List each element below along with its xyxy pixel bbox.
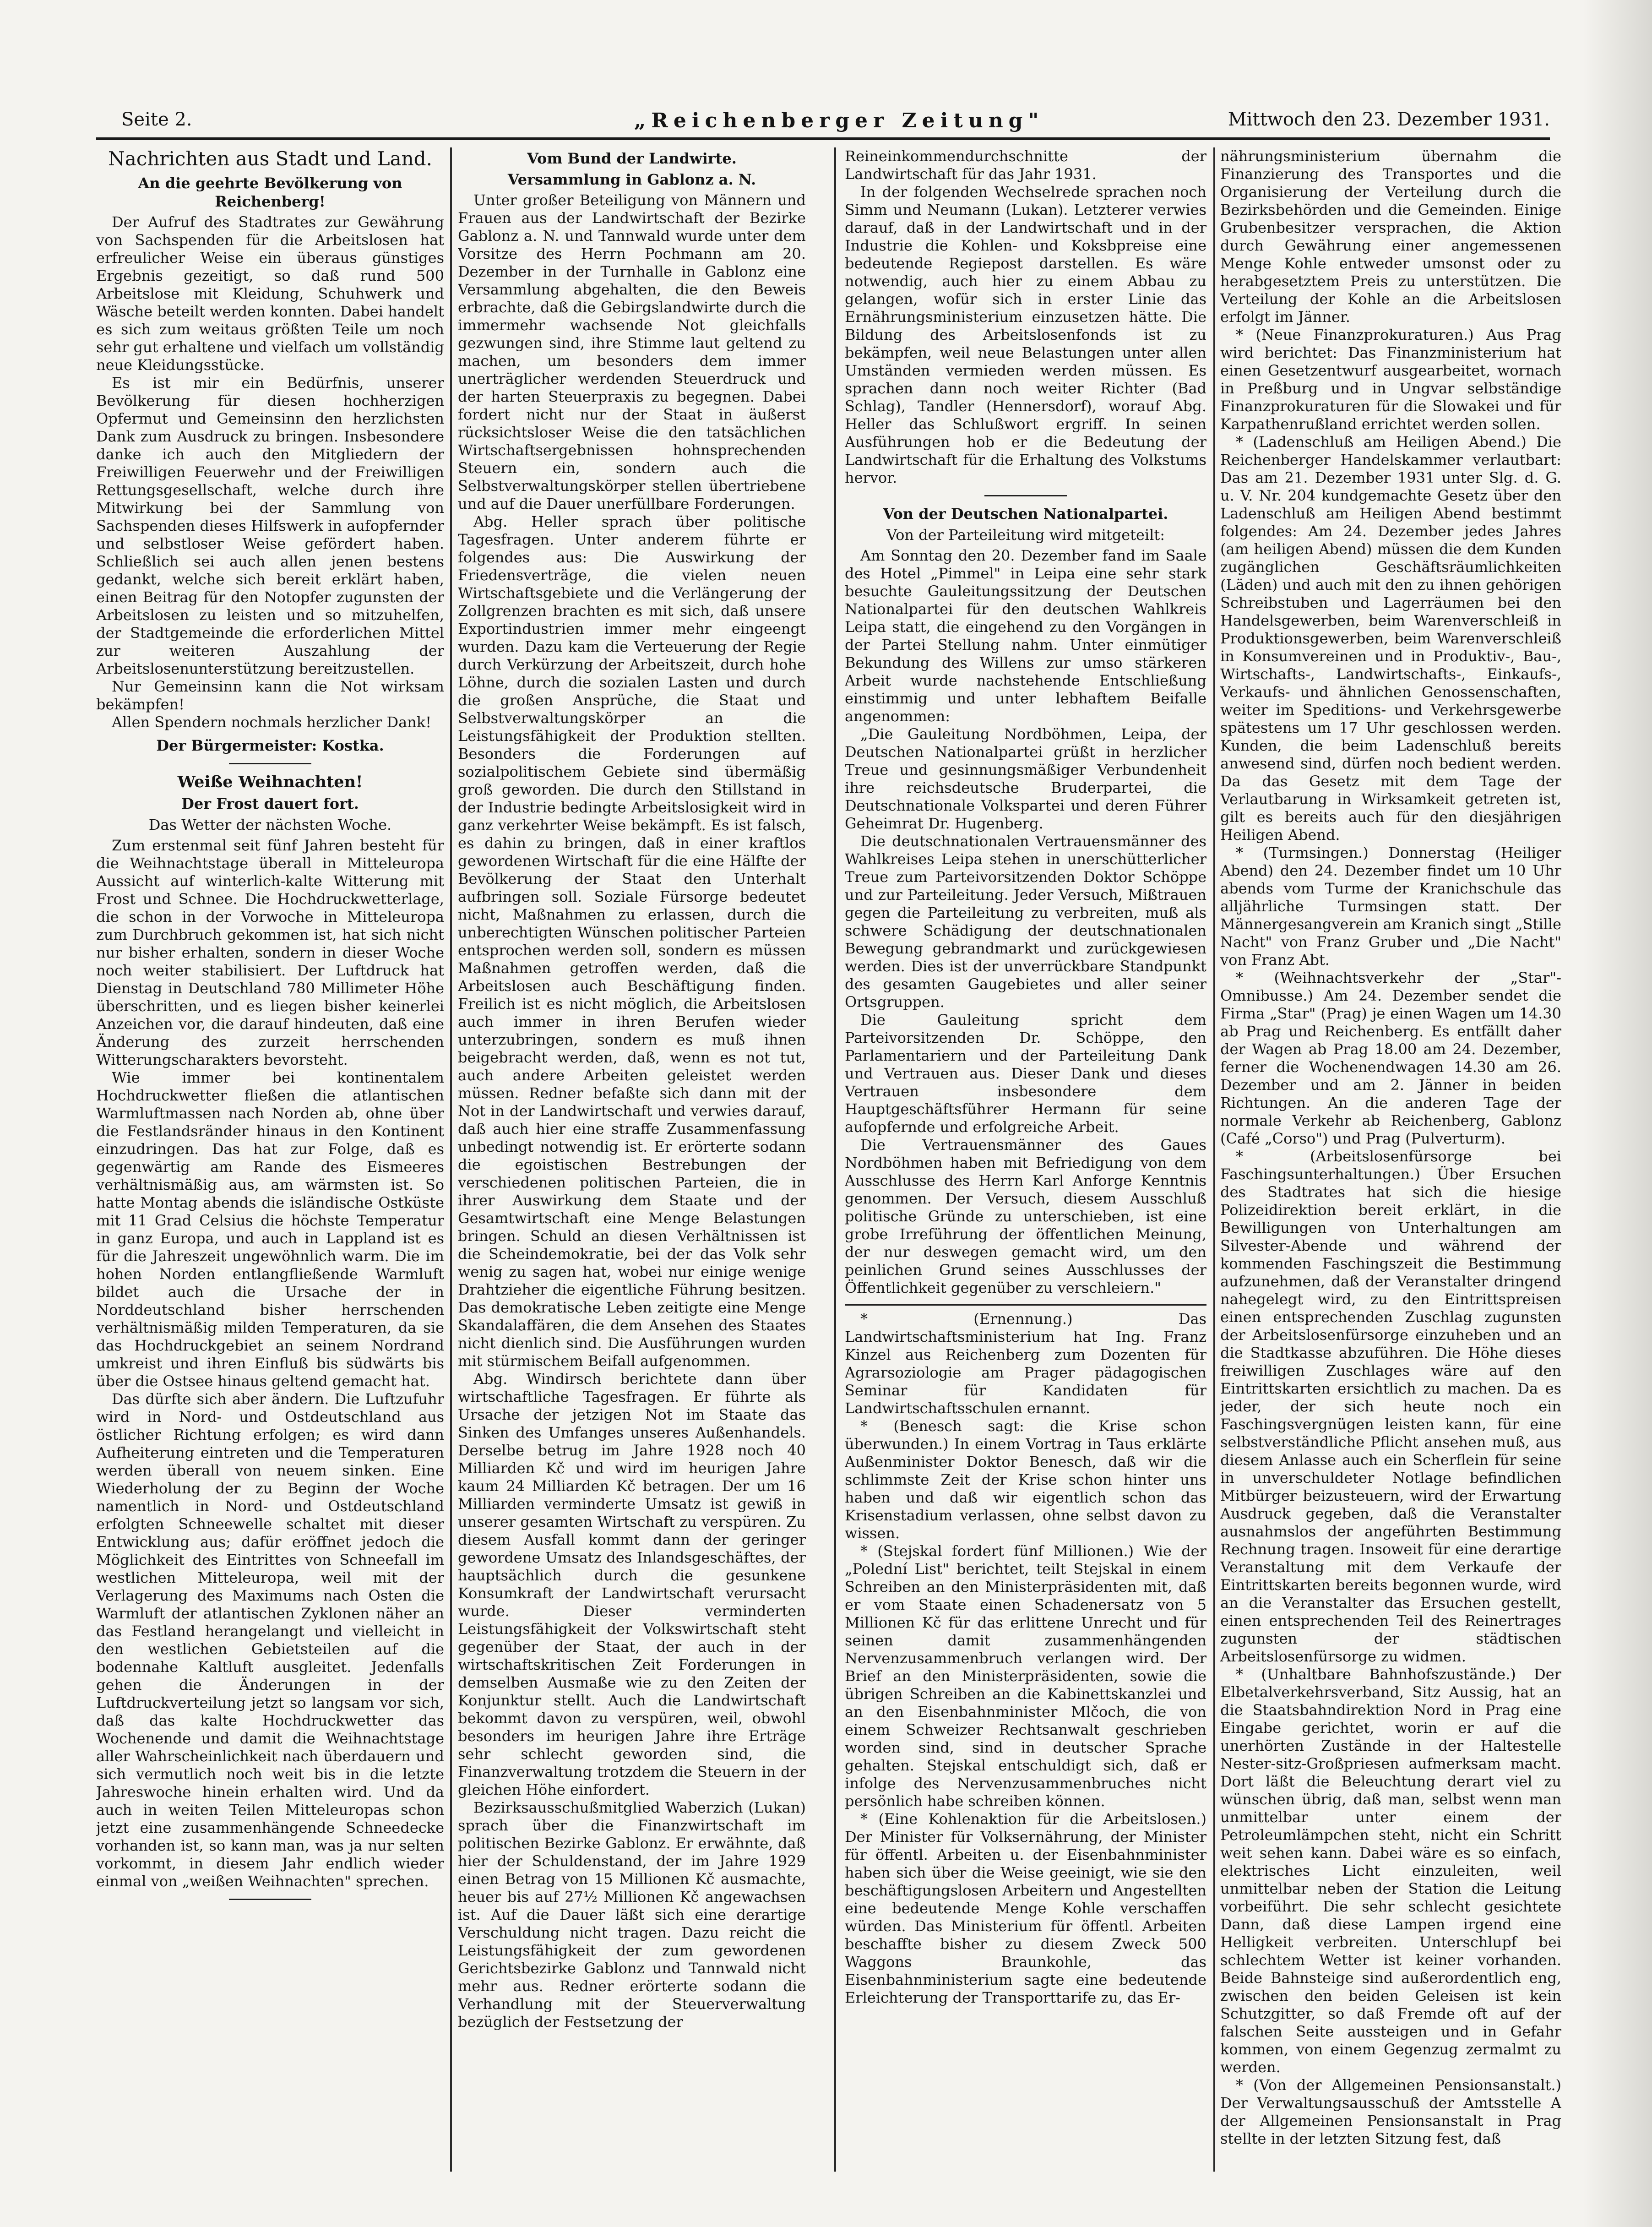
article-paragraph: Es ist mir ein Bedürfnis, unserer Bevölkerung für diesen hochherzigen Opfermut und Gemeinsinn den herzlichsten Dank zum Ausdruck zu bringen. Insbesondere danke ich auch den Mitgliedern der Freiwilligen Feuerwehr und der Freiwilligen Rettungsgesellschaft, welche durch ihre Mitwirkung bei der Sammlung von Sachspenden dieses Hilfswerk in aufopfernder und selbstloser Weise gefördert haben. Schließlich sei auch allen jenen bestens gedankt, welche sich bereit erklärt haben, einen Beitrag für den Notopfer zugunsten der Arbeitslosen zu leisten und so mitzuhelfen, der Stadtgemeinde die erforderlichen Mittel zur weiteren Auszahlung der Arbeitslosenunterstützung bereitzustellen. [96,374,444,677]
article-paragraph: Abg. Windirsch berichtete dann über wirtschaftliche Tagesfragen. Er führte als Ursache der jetzigen Not im Staate das Sinken des Umfanges unseres Außenhandels. Derselbe betrug im Jahre 1928 noch 40 Milliarden Kč und wird im heurigen Jahre kaum 24 Milliarden Kč betragen. Der um 16 Milliarden verminderte Umsatz ist gewiß in unserer gesamten Wirtschaft zu verspüren. Zu diesem Ausfall kommt dann der geringer gewordene Umsatz des Inlandsgeschäftes, der hauptsächlich durch die gesunkene Konsumkraft der Landwirtschaft verursacht wurde. Dieser verminderten Leistungsfähigkeit der Volkswirtschaft steht gegenüber der Staat, der auch in der wirtschaftskritischen Zeit Forderungen in demselben Ausmaße wie zu den Zeiten der Konjunktur stellt. Auch die Landwirtschaft bekommt davon zu verspüren, weil, obwohl besonders im heurigen Jahre ihre Erträge sehr schlecht geworden sind, die Finanzverwaltung trotzdem die Steuern in der gleichen Höhe einfordert. [458,1370,806,1798]
signature: Der Bürgermeister: Kostka. [156,737,384,754]
page-header [117,106,1550,134]
news-item: * (Weihnachtsverkehr der „Star"-Omnibusse.) Am 24. Dezember sendet die Firma „Star" (Prag) je einen Wagen um 14.30 ab Prag und Reichenberg. Es entfällt daher der Wagen ab Prag 18.00 am 24. Dezember, ferner die Wochenendwagen 14.30 am 26. Dezember und am 2. Jänner in beiden Richtungen. An die anderen Tage der normale Verkehr ab Reichenberg, Gablonz (Café „Corso") und Prag (Pulverturm). [1220,969,1561,1147]
article-title: Weiße Weihnachten! [177,773,363,791]
article-paragraph: Die Gauleitung spricht dem Parteivorsitzenden Dr. Schöppe, den Parlamentariern und der Parteileitung Dank und Vertrauen aus. Dieser Dank und dieses Vertrauen insbesondere dem Hauptgeschäftsführer Hermann für seine aufopfernde und erfolgreiche Arbeit. [845,1011,1206,1136]
news-item: * (Ladenschluß am Heiligen Abend.) Die Reichenberger Handelskammer verlautbart: Das am 21. Dezember 1931 unter Slg. d. G. u. V. Nr. 204 kundgemachte Gesetz über den Ladenschluß am Heiligen Abend bestimmt folgendes: Am 24. Dezember jedes Jahres (am heiligen Abend) müssen die dem Kunden zugänglichen Geschäftsräumlichkeiten (Läden) und auch mit den zu ihnen gehörigen Schreibstuben und Lagerräumen bei den Handelsgewerben, beim Warenverschleiß in Produktionsgewerben, beim Warenverschleiß in Konsumvereinen und in Produktiv-, Bau-, Wirtschafts-, Landwirtschafts-, Einkaufs-, Verkaufs- und ähnlichen Genossenschaften, weiter im Speditions- und Verkehrsgewerbe spätestens um 17 Uhr geschlossen werden. Kunden, die beim Ladenschluß bereits anwesend sind, dürfen noch bedient werden. Da das Gesetz mit dem Tage der Verlautbarung in Wirksamkeit getreten ist, gilt es bereits auch für den diesjährigen Heiligen Abend. [1220,433,1561,844]
article-paragraph: Der Aufruf des Stadtrates zur Gewährung von Sachspenden für die Arbeitslosen hat erfreulicher Weise ein überaus günstiges Ergebnis gezeitigt, so daß rund 500 Arbeitslose mit Kleidung, Schuhwerk und Wäsche beteilt werden konnten. Dabei handelt es sich zum weitaus größten Teile um noch sehr gut erhaltene und vielfach um vollständig neue Kleidungsstücke. [96,213,444,374]
article-paragraph: Wie immer bei kontinentalem Hochdruckwetter fließen die atlantischen Warmluftmassen nach Norden ab, ohne über die Festlandsränder hinaus in den Kontinent einzudringen. Das hat zur Folge, daß es gegenwärtig am Rande des Eismeeres verhältnismäßig aus, am wärmsten ist. So hatte Montag abends die isländische Ostküste mit 11 Grad Celsius die höchste Temperatur in ganz Europa, und auch in Lappland ist es für die Jahreszeit ungewöhnlich warm. Die im hohen Norden entlangfließende Warmluft bildet auch die Ursache der in Norddeutschland bisher herrschenden verhältnismäßig milden Temperaturen, da sie das Hochdruckgebiet an seinem Nordrand umkreist und ihren Einfluß bis südwärts bis über die Ostsee hinaus geltend gemacht hat. [96,1069,444,1390]
article-paragraph: Nur Gemeinsinn kann die Not wirksam bekämpfen! [96,678,444,713]
article-title: An die geehrte Bevölkerung von Reichenberg! [138,174,402,210]
article-paragraph: Zum erstenmal seit fünf Jahren besteht für die Weihnachtstage überall in Mitteleuropa Aussicht auf winterlich-kalte Witterung mit Frost und Schnee. Die Hochdruckwetterlage, die schon in der Vorwoche in Mitteleuropa zum Durchbruch gekommen ist, hat sich nicht nur bisher erhalten, sondern in dieser Woche noch weiter stabilisiert. Der Luftdruck hat Dienstag in Deutschland 780 Millimeter Höhe überschritten, und es liegen bisher keinerlei Anzeichen vor, die darauf hindeuten, daß eine Änderung des zurzeit herrschenden Witterungscharakters bevorsteht. [96,837,444,1068]
article-subtitle: Der Frost dauert fort. [181,795,359,812]
article-paragraph: Am Sonntag den 20. Dezember fand im Saale des Hotel „Pimmel" in Leipa eine sehr stark besuchte Gauleitungssitzung der Deutschen Nationalpartei für den deutschen Wahlkreis Leipa statt, die eingehend zu den Vorgängen in der Partei Stellung nahm. Unter einmütiger Bekundung des Willens zur umso stärkeren Arbeit wurde nachstehende Entschließung einstimmig und unter lebhaftem Beifalle angenommen: [845,547,1206,725]
article-paragraph: In der folgenden Wechselrede sprachen noch Simm und Neumann (Lukan). Letzterer verwies darauf, daß in der Landwirtschaft und in der Industrie die Kohlen- und Koksbpreise eine bedeutende Regiepost darstellen. Es wäre notwendig, auch hier zu einem Abbau zu gelangen, wofür sich in erster Linie das Ernährungsministerium einzusetzen hätte. Die Bildung des Arbeitslosenfonds ist zu bekämpfen, weil neue Belastungen unter allen Umständen vermieden werden müssen. Es sprachen dann noch weiter Richter (Bad Schlag), Tandler (Hennersdorf), worauf Abg. Heller das Schlußwort ergriff. In seinen Ausführungen hob er die Bedeutung der Landwirtschaft für die Erhaltung des Volkstums hervor. [845,183,1206,486]
news-item: * (Neue Finanzprokuraturen.) Aus Prag wird berichtet: Das Finanzministerium hat einen Gesetzentwurf ausgearbeitet, wornach in Preßburg und in Ungvar selbständige Finanzprokuraturen für die Slowakei und für Karpathenrußland errichtet werden sollen. [1220,326,1561,433]
article-paragraph: Das dürfte sich aber ändern. Die Luftzufuhr wird in Nord- und Ostdeutschland aus östlicher Richtung erfolgen; es wird dann Aufheiterung eintreten und die Temperaturen werden überall von neuem sinken. Eine Wiederholung der zu Beginn der Woche namentlich in Nord- und Ostdeutschland erfolgten Schneewelle schaltet mit dieser Entwicklung aus; dafür eröffnet jedoch die Möglichkeit des Eintrittes von Schneefall im westlichen Mitteleuropa, weil mit der Verlagerung des Maximums nach Osten die Warmluft der atlantischen Zyklonen näher an das Festland herangelangt und vielleicht in den westlichen Gebietsteilen auf die bodennahe Kaltluft ausgleitet. Jedenfalls gehen die Änderungen in der Luftdruckverteilung jetzt so langsam vor sich, daß das kalte Hochdruckwetter das Wochenende und damit die Weihnachtstage aller Wahrscheinlichkeit nach überdauern und sich vermutlich noch weit bis in die letzte Jahreswoche hinein erhalten wird. Und da auch in weiten Teilen Mitteleuropas schon jetzt eine zusammenhängende Schneedecke vorhanden ist, so kann man, was ja nur selten vorkommt, in diesem Jahr endlich wieder einmal von „weißen Weihnachten" sprechen. [96,1390,444,1890]
column-divider [834,147,836,2172]
article-paragraph: „Die Gauleitung Nordböhmen, Leipa, der Deutschen Nationalpartei grüßt in herzlicher Treue und gesinnungsmäßiger Verbundenheit ihre reichsdeutsche Bruderpartei, die Deutschnationale Volkspartei und deren Führer Geheimrat Dr. Hugenberg. [845,725,1206,832]
news-item: * (Von der Allgemeinen Pensionsanstalt.) Der Verwaltungsausschuß der Amtsstelle A der Allgemeinen Pensionsanstalt in Prag stellte in der letzten Sitzung fest, daß [1220,2076,1561,2147]
article-separator [984,495,1067,496]
scan-edge-shadow [1583,0,1652,2227]
news-item: * (Unhaltbare Bahnhofszustände.) Der Elbetalverkehrsverband, Sitz Aussig, hat an die Staatsbahndirektion Nord in Prag eine Eingabe gerichtet, worin er auf die unerhörten Zustände in der Haltestelle Nester-sitz-Großpriesen aufmerksam macht. Dort läßt die Beleuchtung derart viel zu wünschen übrig, daß man, selbst wenn man unmittelbar unter einem der Petroleumlämpchen steht, nicht ein Schritt weit sehen kann. Dabei wäre es so einfach, elektrisches Licht einzuleiten, weil unmittelbar neben der Station die Leitung vorbeiführt. Die sehr schlecht gesichtete Dann, daß diese Lampen irgend eine Helligkeit verbreiten. Unterschlupf bei schlechtem Wetter ist keiner vorhanden. Beide Bahnsteige sind außerordentlich eng, zwischen den beiden Geleisen ist kein Schutzgitter, so daß Fremde oft auf der falschen Seite aussteigen und in Gefahr kommen, von einem Gegenzug zermalmt zu werden. [1220,1666,1561,2076]
article-separator [845,1304,1206,1306]
masthead-title: „Reichenberger Zeitung" [634,109,1044,132]
issue-date: Mittwoch den 23. Dezember 1931. [1228,109,1550,130]
news-item: * (Stejskal fordert fünf Millionen.) Wie der „Polední List" berichtet, teilt Stejskal in einem Schreiben an den Ministerpräsidenten mit, daß er vom Staate einen Schadenersatz von 5 Millionen Kč für das erlittene Unrecht und für seinen damit zusammenhängenden Nervenzusammenbruch verlangen wird. Der Brief an den Ministerpräsidenten, sowie die übrigen Schreiben an die Kabinettskanzlei und an den Eisenbahnminister Mlčoch, die von einem Schweizer Rechtsanwalt geschrieben worden sind, sind in deutscher Sprache gehalten. Stejskal entschuldigt sich, daß er infolge des Nervenzusammenbruches nicht persönlich habe schreiben können. [845,1542,1206,1810]
article-paragraph: Die deutschnationalen Vertrauensmänner des Wahlkreises Leipa stehen in unerschütterlicher Treue zum Parteivorsitzenden Doktor Schöppe und zur Parteileitung. Jeder Versuch, Mißtrauen gegen die Parteileitung zu verbreiten, muß als schwere Schädigung der deutschnationalen Bewegung gebrandmarkt und zurückgewiesen werden. Dies ist der unverrückbare Standpunkt des gesamten Gaugebietes und aller seiner Ortsgruppen. [845,833,1206,1011]
article-paragraph: Unter großer Beteiligung von Männern und Frauen aus der Landwirtschaft der Bezirke Gablonz a. N. und Tannwald wurde unter dem Vorsitze des Herrn Pochmann am 20. Dezember in der Turnhalle in Gablonz eine Versammlung abgehalten, die den Beweis erbrachte, daß die Gebirgslandwirte durch die immermehr wachsende Not gleichfalls gezwungen sind, ihre Stimme laut geltend zu machen, um besonders dem immer unerträglicher werdenden Steuerdruck und der harten Steuerpraxis zu begegnen. Dabei fordert nicht nur der Staat in äußerst rücksichtsloser Weise die den tatsächlichen Wirtschaftsergebnissen hohnsprechenden Steuern ein, sondern auch die Selbstverwaltungskörper stellen übertriebene und auf die Dauer unerfüllbare Forderungen. [458,191,806,512]
column-4 [1220,147,1561,2172]
article-subtitle: Das Wetter der nächsten Woche. [148,816,392,833]
article-paragraph: nährungsministerium übernahm die Finanzierung des Transportes und die Organisierung der Verteilung durch die Bezirksbehörden und die Gemeinden. Einige Grubenbesitzer versprachen, die Aktion durch Gewährung einer angemessenen Menge Kohle entweder umsonst oder zu herabgesetztem Preis zu unterstützen. Die Verteilung der Kohle an die Arbeitslosen erfolgt im Jänner. [1220,147,1561,326]
article-subtitle: Versammlung in Gablonz a. N. [507,171,756,188]
article-paragraph: Abg. Heller sprach über politische Tagesfragen. Unter anderem führte er folgendes aus: Die Auswirkung der Friedensverträge, die vielen neuen Wirtschaftsgebiete und die Verlängerung der Zollgrenzen brachten es mit sich, daß unsere Exportindustrien immer mehr eingeengt wurden. Dazu kam die Verteuerung der Regie durch Verkürzung der Arbeitszeit, durch hohe Löhne, durch die sozialen Lasten und durch die großen Ansprüche, die Staat und Selbstverwaltungskörper an die Leistungsfähigkeit der Produktion stellten. Besonders die Forderungen auf sozialpolitischem Gebiete sind übermäßig groß geworden. Die durch den Stillstand in der Industrie bedingte Arbeitslosigkeit wird in ganz verkehrter Weise bekämpft. Es ist falsch, es dahin zu bringen, daß in einer kraftlos gewordenen Wirtschaft für die eine Hälfte der Bevölkerung der Staat den Unterhalt aufbringen soll. Soziale Fürsorge bedeutet nicht, Maßnahmen zu erlassen, durch die unberechtigten Wünschen politischer Parteien entsprochen werden soll, sondern es müssen Maßnahmen getroffen werden, daß die Arbeitslosen auch Beschäftigung finden. Freilich ist es nicht möglich, die Arbeitslosen auch immer in ihren Berufen wieder unterzubringen, sondern es muß ihnen beigebracht werden, daß, wenn es not tut, auch andere Arbeiten geleistet werden müssen. Redner befaßte sich dann mit der Not in der Landwirtschaft und verwies darauf, daß auch hier eine straffe Zusammenfassung unbedingt notwendig ist. Er erörterte sodann die egoistischen Bestrebungen der verschiedenen politischen Parteien, die in ihrer Auswirkung dem Staate und der Gesamtwirtschaft eine Menge Belastungen bringen. Schuld an diesen Verhältnissen ist die Scheindemokratie, bei der das Volk sehr wenig zu sagen hat, wobei nur einige wenige Drahtzieher die eigentliche Führung besitzen. Das demokratische Leben zeitigte eine Menge Skandalaffären, die dem Ansehen des Staates nicht dienlich sind. Die Ausführungen wurden mit stürmischem Beifall aufgenommen. [458,513,806,1370]
article-subtitle: Von der Parteileitung wird mitgeteilt: [886,526,1165,544]
article-paragraph: Allen Spendern nochmals herzlicher Dank! [112,713,432,731]
column-divider [1213,147,1215,2172]
article-title: Vom Bund der Landwirte. [527,150,737,167]
section-heading: Nachrichten aus Stadt und Land. [108,147,432,170]
column-3 [845,147,1206,2172]
article-paragraph: Die Vertrauensmänner des Gaues Nordböhmen haben mit Befriedigung von dem Ausschlusse des Herrn Karl Anforge Kenntnis genommen. Der Versuch, diesem Ausschluß politische Gründe zu unterschieben, ist eine grobe Irreführung der öffentlichen Meinung, der nur deswegen gemacht wird, um den peinlichen Grund seines Ausschlusses der Öffentlichkeit gegenüber zu verschleiern." [845,1136,1206,1296]
column-2 [458,147,806,2172]
article-separator [229,763,311,764]
article-paragraph: Reineinkommendurchschnitte der Landwirtschaft für das Jahr 1931. [845,147,1206,183]
news-item: * (Eine Kohlenaktion für die Arbeitslosen.) Der Minister für Volksernährung, der Minister für öffentl. Arbeiten u. der Eisenbahnminister haben sich über die Weise geeinigt, wie sie den beschäftigungslosen Arbeitern und Angestellten eine bedeutende Menge Kohle verschaffen würden. Das Ministerium für öffentl. Arbeiten beschaffte bisher zu diesem Zweck 500 Waggons Braunkohle, das Eisenbahnministerium sagte eine bedeutende Erleichterung der Transporttarife zu, das Er- [845,1810,1206,2006]
column-divider [450,147,452,2172]
news-item: * (Ernennung.) Das Landwirtschaftsministerium hat Ing. Franz Kinzel aus Reichenberg zum Dozenten für Agrarsoziologie am Prager pädagogischen Seminar für Kandidaten für Landwirtschaftsschulen ernannt. [845,1310,1206,1417]
news-item: * (Turmsingen.) Donnerstag (Heiliger Abend) den 24. Dezember findet um 10 Uhr abends vom Turme der Kranichschule das alljährliche Turmsingen statt. Der Männergesangverein am Kranich singt „Stille Nacht" von Franz Gruber und „Die Nacht" von Franz Abt. [1220,844,1561,969]
article-title: Von der Deutschen Nationalpartei. [883,505,1168,523]
article-separator [229,1899,311,1900]
article-paragraph: Bezirksausschußmitglied Waberzich (Lukan) sprach über die Finanzwirtschaft im politischen Bezirke Gablonz. Er erwähnte, daß hier der Schuldenstand, der im Jahre 1929 einen Betrag von 15 Millionen Kč ausmachte, heuer bis auf 27½ Millionen Kč angewachsen ist. Auf die Dauer läßt sich eine derartige Verschuldung nicht tragen. Dazu reicht die Leistungsfähigkeit der zum gewordenen Gerichtsbezirke Gablonz und Tannwald nicht mehr aus. Redner erörterte sodann die Verhandlung mit der Steuerverwaltung bezüglich der Festsetzung der [458,1799,806,2031]
news-item: * (Arbeitslosenfürsorge bei Faschingsunterhaltungen.) Über Ersuchen des Stadtrates hat sich die hiesige Polizeidirektion bereit erklärt, in die Bewilligungen von Unterhaltungen am Silvester-Abende und während der kommenden Faschingszeit die Bestimmung aufzunehmen, daß der Veranstalter dringend nahegelegt wird, zu den Eintrittspreisen einen entsprechenden Zuschlag zugunsten der Arbeitslosenfürsorge einzuheben und an die Stadtkasse abzuführen. Die Höhe dieses freiwilligen Zuschlages wäre auf den Eintrittskarten ersichtlich zu machen. Da es jeder, der sich heute noch ein Faschingsvergnügen leisten kann, für eine selbstverständliche Pflicht ansehen muß, aus diesem Anlasse auch ein Scherflein für seine in unverschuldeter Notlage befindlichen Mitbürger beizusteuern, wird der Erwartung Ausdruck gegeben, daß die Veranstalter ausnahmslos der angeführten Bestimmung Rechnung tragen. Insoweit für eine derartige Veranstaltung mit dem Verkaufe der Eintrittskarten bereits begonnen wurde, wird an die Veranstalter das Ersuchen gestellt, einen entsprechenden Teil des Reinertrages zugunsten der städtischen Arbeitslosenfürsorge zu widmen. [1220,1148,1561,1665]
header-rule [96,137,1550,140]
news-item: * (Benesch sagt: die Krise schon überwunden.) In einem Vortrag in Taus erklärte Außenminister Doktor Benesch, daß wir die schlimmste Zeit der Krise schon hinter uns haben und daß wir eigentlich schon das Krisenstadium verlassen, ohne selbst davon zu wissen. [845,1417,1206,1542]
page-number: Seite 2. [121,109,192,130]
column-1 [96,147,444,2172]
